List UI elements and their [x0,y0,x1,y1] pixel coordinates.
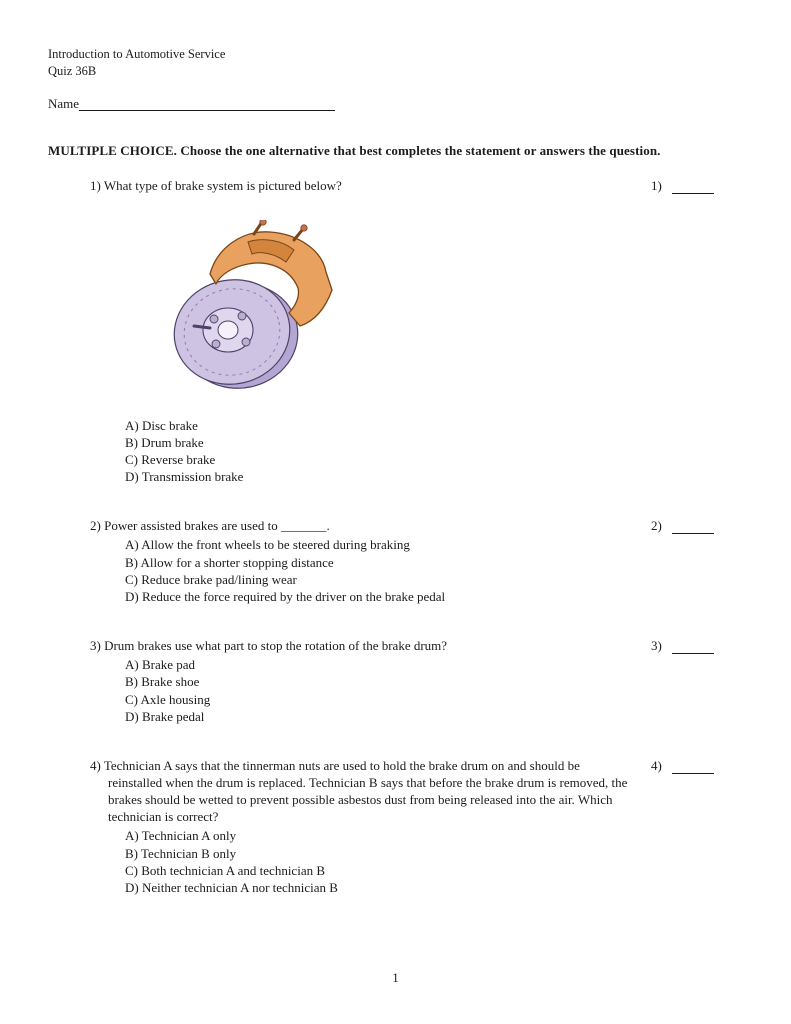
page-header [48,46,743,79]
page-number: 1 [392,969,399,985]
question-3-body [48,637,651,725]
question-2 [48,517,743,605]
choice-b: B) Technician B only [125,845,237,861]
caliper-pin-tip [301,225,307,231]
question-4-body [48,757,651,896]
page-footer [48,929,743,986]
choice-a: A) Technician A only [125,828,237,844]
answer-slot-4 [651,757,743,774]
quiz-title: Quiz 36B [48,63,97,78]
wheel-stud [242,338,250,346]
choices-list-3 [90,656,635,725]
question-statement: Technician A says that the tinnerman nuts are used to hold the brake drum on and should be reinstalled when the drum is replaced. Technician B says that before the brake drum is removed, the brakes should be wetted to prevent possible asbestos dust from being released into the air. Which technician is correct? [103,757,628,825]
choice-a: A) Allow the front wheels to be steered during braking [125,537,410,553]
name-row [48,95,743,112]
answer-slot-2 [651,517,743,534]
question-4-text [90,757,635,826]
question-statement: Power assisted brakes are used to _______. [104,518,330,534]
question-3-text [90,637,635,654]
wheel-stud [238,312,246,320]
question-2-body [48,517,651,605]
choice-d: D) Neither technician A nor technician B [125,879,338,895]
name-blank[interactable] [79,97,335,111]
choice-b: B) Brake shoe [125,674,200,690]
answer-number: 2) [651,518,662,534]
choice-c: C) Reduce brake pad/lining wear [125,571,297,587]
instructions: MULTIPLE CHOICE. Choose the one alternative that best completes the statement or answers the question. [48,143,661,159]
disc-brake-illustration [170,220,345,392]
hub-center-hole [218,321,238,339]
choice-a: A) Disc brake [125,417,198,433]
question-1-body [48,177,651,485]
choices-list-4 [90,827,635,896]
answer-blank-line[interactable] [672,760,714,774]
question-1-text [90,177,635,194]
choice-c: C) Both technician A and technician B [125,862,326,878]
answer-slot-3 [651,637,743,654]
answer-blank-line[interactable] [672,520,714,534]
protruding-stud [194,326,210,328]
question-2-text [90,517,635,534]
question-statement: Drum brakes use what part to stop the rotation of the brake drum? [104,638,448,654]
answer-slot-1 [651,177,743,194]
choice-a: A) Brake pad [125,657,196,673]
question-1 [48,177,743,485]
answer-number: 4) [651,757,662,773]
wheel-stud [212,340,220,348]
choice-d: D) Brake pedal [125,708,205,724]
question-number: 2) [90,518,101,534]
question-number: 4) [90,757,101,773]
choice-d: D) Reduce the force required by the driver on the brake pedal [125,588,446,604]
choices-list-2 [90,536,635,605]
choices-list-1 [90,417,635,486]
question-number: 3) [90,638,101,654]
question-3 [48,637,743,725]
question-4 [48,757,743,896]
choice-c: C) Reverse brake [125,451,216,467]
question-statement: What type of brake system is pictured below? [103,178,342,194]
answer-blank-line[interactable] [672,640,714,654]
answer-blank-line[interactable] [672,180,714,194]
choice-c: C) Axle housing [125,691,211,707]
course-title: Introduction to Automotive Service [48,47,226,61]
answer-number: 3) [651,638,662,654]
caliper-pin-tip [260,220,266,225]
choice-b: B) Allow for a shorter stopping distance [125,554,334,570]
name-label: Name [48,96,80,111]
wheel-stud [210,315,218,323]
answer-number: 1) [651,178,662,194]
choice-b: B) Drum brake [125,434,204,450]
question-number: 1) [90,178,101,194]
brake-figure [170,220,635,396]
choice-d: D) Transmission brake [125,469,244,485]
